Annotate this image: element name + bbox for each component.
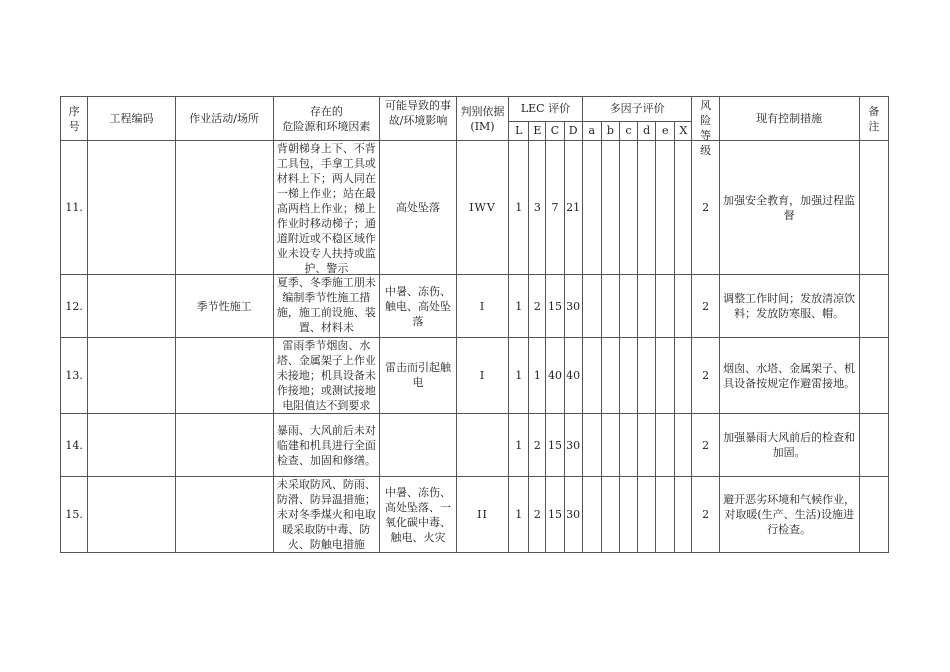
row-multi-b: [601, 338, 619, 414]
row-code: [88, 275, 176, 338]
row-code: [88, 338, 176, 414]
row-multi-x: [675, 414, 692, 477]
row-remarks: [859, 141, 888, 275]
row-judgement: II: [456, 477, 508, 553]
row-multi-a: [582, 338, 601, 414]
row-risk-level: 2: [692, 477, 719, 553]
row-seq: 15.: [61, 477, 88, 553]
row-activity: 季节性施工: [175, 275, 273, 338]
row-multi-x: [675, 141, 692, 275]
row-multi-a: [582, 414, 601, 477]
row-activity: [175, 414, 273, 477]
row-multi-d: [638, 141, 656, 275]
row-multi-b: [601, 141, 619, 275]
row-multi-d: [638, 477, 656, 553]
risk-assessment-table: [60, 96, 889, 553]
row-risk-level: 2: [692, 414, 719, 477]
row-multi-b: [601, 414, 619, 477]
row-lec-d: 30: [564, 275, 582, 338]
row-lec-l: 1: [509, 141, 529, 275]
row-controls: 加强安全教育，加强过程监督: [719, 141, 859, 275]
row-multi-d: [638, 338, 656, 414]
row-lec-d: 21: [564, 141, 582, 275]
header-judgement: 判别依据(IM): [456, 97, 508, 141]
row-hazard: 雷雨季节烟囱、水塔、金属架子上作业未接地；机具设备未作接地；或测试接地电阻值达不到要求: [273, 338, 380, 414]
row-multi-d: [638, 414, 656, 477]
row-multi-c: [619, 141, 637, 275]
header-seq: 序号: [61, 97, 88, 141]
header-multi-b: b: [601, 121, 619, 140]
row-risk-level: 2: [692, 275, 719, 338]
row-seq: 14.: [61, 414, 88, 477]
row-accident: [380, 414, 457, 477]
row-accident: 高处坠落: [380, 141, 457, 275]
row-lec-l: 1: [509, 338, 529, 414]
row-controls: 加强暴雨大风前后的检查和加固。: [719, 414, 859, 477]
header-hazard-line2: 危险源和环境因素: [282, 119, 371, 133]
row-multi-x: [675, 275, 692, 338]
row-remarks: [859, 338, 888, 414]
header-multi-e: e: [656, 121, 675, 140]
row-multi-e: [656, 338, 675, 414]
header-controls: 现有控制措施: [719, 97, 859, 141]
row-judgement: IWV: [456, 141, 508, 275]
header-lec-e: E: [529, 121, 546, 140]
row-remarks: [859, 275, 888, 338]
row-judgement: [456, 414, 508, 477]
row-multi-a: [582, 275, 601, 338]
row-risk-level: 2: [692, 338, 719, 414]
row-judgement: I: [456, 338, 508, 414]
row-hazard: 夏季、冬季施工朋未编制季节性施工措施，施工前设施、装置、材料未: [273, 275, 380, 338]
row-multi-c: [619, 414, 637, 477]
row-multi-c: [619, 338, 637, 414]
row-hazard: 暴雨、大风前后未对临建和机具进行全面检查、加固和修缮。: [273, 414, 380, 477]
row-lec-d: 40: [564, 338, 582, 414]
table-row: [61, 477, 889, 553]
row-code: [88, 477, 176, 553]
row-code: [88, 414, 176, 477]
row-accident: 中暑、冻伤、触电、高处坠落: [380, 275, 457, 338]
header-risk-level: 风险等级: [692, 97, 719, 141]
header-multi-x: X: [675, 121, 692, 140]
row-multi-e: [656, 477, 675, 553]
header-hazard-line1: 存在的: [309, 104, 343, 118]
row-multi-x: [675, 477, 692, 553]
row-lec-l: 1: [509, 477, 529, 553]
row-code: [88, 141, 176, 275]
header-activity: 作业活动/场所: [175, 97, 273, 141]
header-lec-c: C: [546, 121, 564, 140]
table-row: [61, 275, 889, 338]
row-controls: 烟囱、水塔、金属架子、机具设备按规定作避雷接地。: [719, 338, 859, 414]
row-multi-c: [619, 477, 637, 553]
row-lec-e: 1: [529, 338, 546, 414]
table-row: [61, 414, 889, 477]
table-row: [61, 141, 889, 275]
header-multi-a: a: [582, 121, 601, 140]
row-hazard: 背朝梯身上下、不背工具包，手拿工具或材料上下；两人同在一梯上作业；站在最高两档上作业；梯上作业时移动梯子；通道附近或不稳区域作业未设专人扶持或监护、警示: [273, 141, 380, 275]
row-risk-level: 2: [692, 141, 719, 275]
header-multi-group: 多因子评价: [582, 97, 692, 122]
row-multi-a: [582, 141, 601, 275]
row-lec-e: 3: [529, 141, 546, 275]
header-remarks: 备注: [859, 97, 888, 141]
header-project-code: 工程编码: [88, 97, 176, 141]
row-lec-c: 40: [546, 338, 564, 414]
row-judgement: I: [456, 275, 508, 338]
header-multi-d: d: [638, 121, 656, 140]
row-lec-l: 1: [509, 414, 529, 477]
row-lec-e: 2: [529, 275, 546, 338]
row-seq: 13.: [61, 338, 88, 414]
row-lec-c: 15: [546, 477, 564, 553]
row-controls: 避开恶劣环境和气候作业，对取暖(生产、生活)设施进行检查。: [719, 477, 859, 553]
row-lec-c: 15: [546, 414, 564, 477]
row-accident: 雷击而引起触电: [380, 338, 457, 414]
row-activity: [175, 141, 273, 275]
row-seq: 11.: [61, 141, 88, 275]
row-lec-d: 30: [564, 414, 582, 477]
row-hazard: 未采取防风、防雨、防滑、防异温措施；未对冬季煤火和电取暖采取防中毒、防火、防触电措施: [273, 477, 380, 553]
row-multi-d: [638, 275, 656, 338]
row-lec-l: 1: [509, 275, 529, 338]
header-hazard: [273, 97, 380, 141]
row-activity: [175, 477, 273, 553]
header-lec-group: LEC 评价: [509, 97, 583, 122]
row-multi-b: [601, 275, 619, 338]
row-multi-a: [582, 477, 601, 553]
row-lec-e: 2: [529, 477, 546, 553]
row-accident: 中暑、冻伤、高处坠落、一氧化碳中毒、触电、火灾: [380, 477, 457, 553]
row-multi-e: [656, 141, 675, 275]
header-lec-d: D: [564, 121, 582, 140]
row-multi-c: [619, 275, 637, 338]
row-multi-e: [656, 275, 675, 338]
row-multi-x: [675, 338, 692, 414]
header-lec-l: L: [509, 121, 529, 140]
header-multi-c: c: [619, 121, 637, 140]
table-row: [61, 338, 889, 414]
row-lec-c: 15: [546, 275, 564, 338]
row-activity: [175, 338, 273, 414]
header-accident: 可能导致的事故/环境影响: [380, 97, 457, 141]
row-lec-c: 7: [546, 141, 564, 275]
row-multi-e: [656, 414, 675, 477]
row-lec-e: 2: [529, 414, 546, 477]
row-lec-d: 30: [564, 477, 582, 553]
row-seq: 12.: [61, 275, 88, 338]
row-remarks: [859, 477, 888, 553]
row-remarks: [859, 414, 888, 477]
row-multi-b: [601, 477, 619, 553]
row-controls: 调整工作时间；发放清凉饮料；发放防寒服、帽。: [719, 275, 859, 338]
